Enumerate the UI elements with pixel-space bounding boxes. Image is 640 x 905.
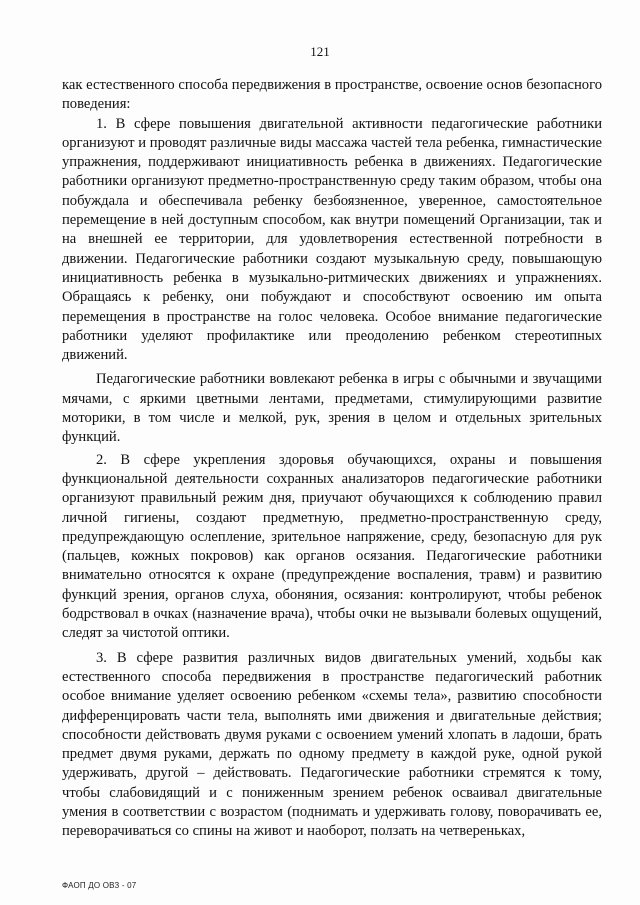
document-body — [62, 76, 602, 842]
paragraph-continuation: как естественного способа передвижения в пространстве, освоение основ безопасного поведения: — [62, 77, 602, 113]
paragraph-motor-skills: 3. В сфере развития различных видов двигательных умений, ходьбы как естественного способа передвижения в пространстве педагогический работник особое внимание уделяет освоению ребенком «схемы тела», развитию способности дифференцировать части тела, выполнять ими движения и двигательные действия; способности действовать двумя руками с освоением умений хлопать в ладоши, брать предмет двумя руками, держать по одному предмету в каждой руке, одной рукой удерживать, другой – действовать. Педагогические работники стремятся к тому, чтобы слабовидящий и с пониженным зрением ребенок осваивал двигательные умения в соответствии с возрастом (поднимать и удерживать голову, поворачивать ее, переворачиваться со спины на живот и наоборот, ползать на четвереньках, — [62, 649, 602, 840]
paragraph-motor-activity: 1. В сфере повышения двигательной активности педагогические работники организуют и проводят различные виды массажа частей тела ребенка, гимнастические упражнения, поддерживают инициативность ребенка в движениях. Педагогические работники организуют предметно-пространственную среду таким образом, чтобы она побуждала и обеспечивала ребенку безбоязненное, уверенное, самостоятельное перемещение в ней доступным способом, как внутри помещений Организации, так и на внешней ее территории, для удовлетворения естественной потребности в движении. Педагогические работники создают музыкальную среду, повышающую инициативность ребенка в музыкально-ритмических движениях и упражнениях. Обращаясь к ребенку, они побуждают и способствуют освоению им опыта перемещения в пространстве на голос человека. Особое внимание педагогические работники уделяют профилактике или преодолению ребенком стереотипных движений. — [62, 115, 602, 364]
document-footer: ФАОП ДО ОВЗ - 07 — [62, 881, 137, 890]
paragraph-games: Педагогические работники вовлекают ребенка в игры с обычными и звучащими мячами, с яркими цветными лентами, предметами, стимулирующими развитие моторики, в том числе и мелкой, рук, зрения в целом и отдельных зрительных функций. — [62, 371, 602, 446]
paragraph-health: 2. В сфере укрепления здоровья обучающихся, охраны и повышения функциональной деятельности сохранных анализаторов педагогические работники организуют правильный режим дня, приучают обучающихся к соблюдению правил личной гигиены, создают предметную, предметно-пространственную среду, предупреждающую ослепление, зрительное напряжение, среду, безопасную для рук (пальцев, кожных покровов) как органов осязания. Педагогические работники внимательно относятся к охране (предупреждение воспаления, травм) и развитию функций зрения, органов слуха, обоняния, осязания: контролируют, чтобы ребенок бодрствовал в очках (назначение врача), чтобы очки не вызывали болевых ощущений, следят за чистотой оптики. — [62, 451, 602, 642]
page-number: 121 — [310, 44, 330, 59]
